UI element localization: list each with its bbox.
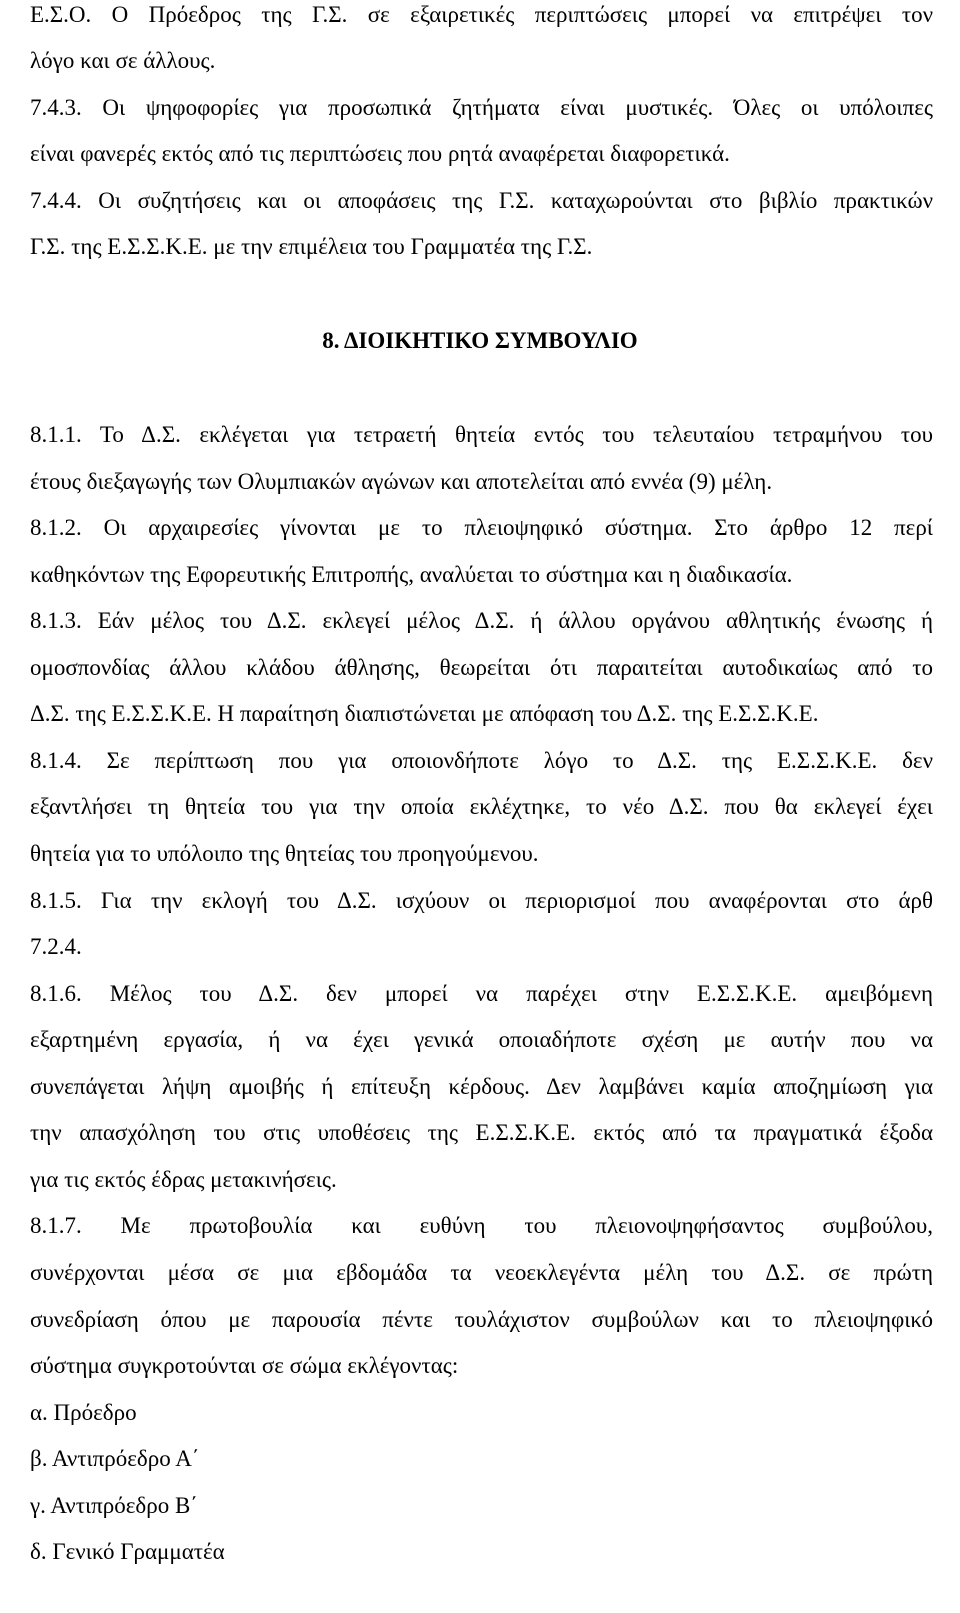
text-line: θητεία για το υπόλοιπο της θητείας του προηγούμενου. <box>30 841 539 866</box>
text-line: καθηκόντων της Εφορευτικής Επιτροπής, αναλύεται το σύστημα και η διαδικασία. <box>30 562 793 587</box>
text-line: Ε.Σ.Ο. Ο Πρόεδρος της Γ.Σ. σε εξαιρετικές περιπτώσεις μπορεί να επιτρέψει τον <box>30 2 933 27</box>
text-line: συνέρχονται μέσα σε μια εβδομάδα τα νεοεκλεγέντα μέλη του Δ.Σ. σε πρώτη <box>30 1260 933 1285</box>
text-line: για τις εκτός έδρας μετακινήσεις. <box>30 1167 337 1192</box>
text-line: 7.2.4. <box>30 934 82 959</box>
section-heading: 8. ΔΙΟΙΚΗΤΙΚΟ ΣΥΜΒΟΥΛΙΟ <box>322 328 638 353</box>
list-item: δ. Γενικό Γραμματέα <box>30 1539 225 1564</box>
text-line: εξαρτημένη εργασία, ή να έχει γενικά οποιαδήποτε σχέση με αυτήν που να <box>30 1027 933 1052</box>
text-line: 8.1.7. Με πρωτοβουλία και ευθύνη του πλειονοψηφήσαντος συμβούλου, <box>30 1213 933 1238</box>
text-line: 7.4.4. Οι συζητήσεις και οι αποφάσεις της Γ.Σ. καταχωρούνται στο βιβλίο πρακτικών <box>30 188 933 213</box>
text-line: συνεπάγεται λήψη αμοιβής ή επίτευξη κέρδους. Δεν λαμβάνει καμία αποζημίωση για <box>30 1074 933 1099</box>
text-line: Γ.Σ. της Ε.Σ.Σ.Κ.Ε. με την επιμέλεια του Γραμματέα της Γ.Σ. <box>30 234 593 259</box>
text-line: εξαντλήσει τη θητεία του για την οποία εκλέχτηκε, το νέο Δ.Σ. που θα εκλεγεί έχει <box>30 794 933 819</box>
text-line: είναι φανερές εκτός από τις περιπτώσεις που ρητά αναφέρεται διαφορετικά. <box>30 141 730 166</box>
text-line: λόγο και σε άλλους. <box>30 48 216 73</box>
list-item: β. Αντιπρόεδρο Α΄ <box>30 1446 200 1471</box>
text-line: 8.1.2. Οι αρχαιρεσίες γίνονται με το πλειοψηφικό σύστημα. Στο άρθρο 12 περί <box>30 515 933 540</box>
text-line: 8.1.4. Σε περίπτωση που για οποιονδήποτε λόγο το Δ.Σ. της Ε.Σ.Σ.Κ.Ε. δεν <box>30 748 933 773</box>
text-line: 8.1.5. Για την εκλογή του Δ.Σ. ισχύουν οι περιορισμοί που αναφέρονται στο άρθ <box>30 888 933 913</box>
text-line: 7.4.3. Οι ψηφοφορίες για προσωπικά ζητήματα είναι μυστικές. Όλες οι υπόλοιπες <box>30 95 933 120</box>
list-item: γ. Αντιπρόεδρο Β΄ <box>30 1493 198 1518</box>
text-line: Δ.Σ. της Ε.Σ.Σ.Κ.Ε. Η παραίτηση διαπιστώνεται με απόφαση του Δ.Σ. της Ε.Σ.Σ.Κ.Ε. <box>30 701 819 726</box>
text-line: σύστημα συγκροτούνται σε σώμα εκλέγοντας: <box>30 1353 459 1378</box>
text-line: 8.1.6. Μέλος του Δ.Σ. δεν μπορεί να παρέχει στην Ε.Σ.Σ.Κ.Ε. αμειβόμενη <box>30 981 933 1006</box>
text-line: συνεδρίαση όπου με παρουσία πέντε τουλάχιστον συμβούλων και το πλειοψηφικό <box>30 1307 933 1332</box>
text-line: ομοσπονδίας άλλου κλάδου άθλησης, θεωρείται ότι παραιτείται αυτοδικαίως από το <box>30 655 933 680</box>
text-line: 8.1.1. Το Δ.Σ. εκλέγεται για τετραετή θητεία εντός του τελευταίου τετραμήνου του <box>30 422 933 447</box>
text-line: την απασχόληση του στις υποθέσεις της Ε.Σ.Σ.Κ.Ε. εκτός από τα πραγματικά έξοδα <box>30 1120 933 1145</box>
text-line: 8.1.3. Εάν μέλος του Δ.Σ. εκλεγεί μέλος Δ.Σ. ή άλλου οργάνου αθλητικής ένωσης ή <box>30 608 933 633</box>
list-item: α. Πρόεδρο <box>30 1400 137 1425</box>
text-line: έτους διεξαγωγής των Ολυμπιακών αγώνων και αποτελείται από εννέα (9) μέλη. <box>30 469 773 494</box>
